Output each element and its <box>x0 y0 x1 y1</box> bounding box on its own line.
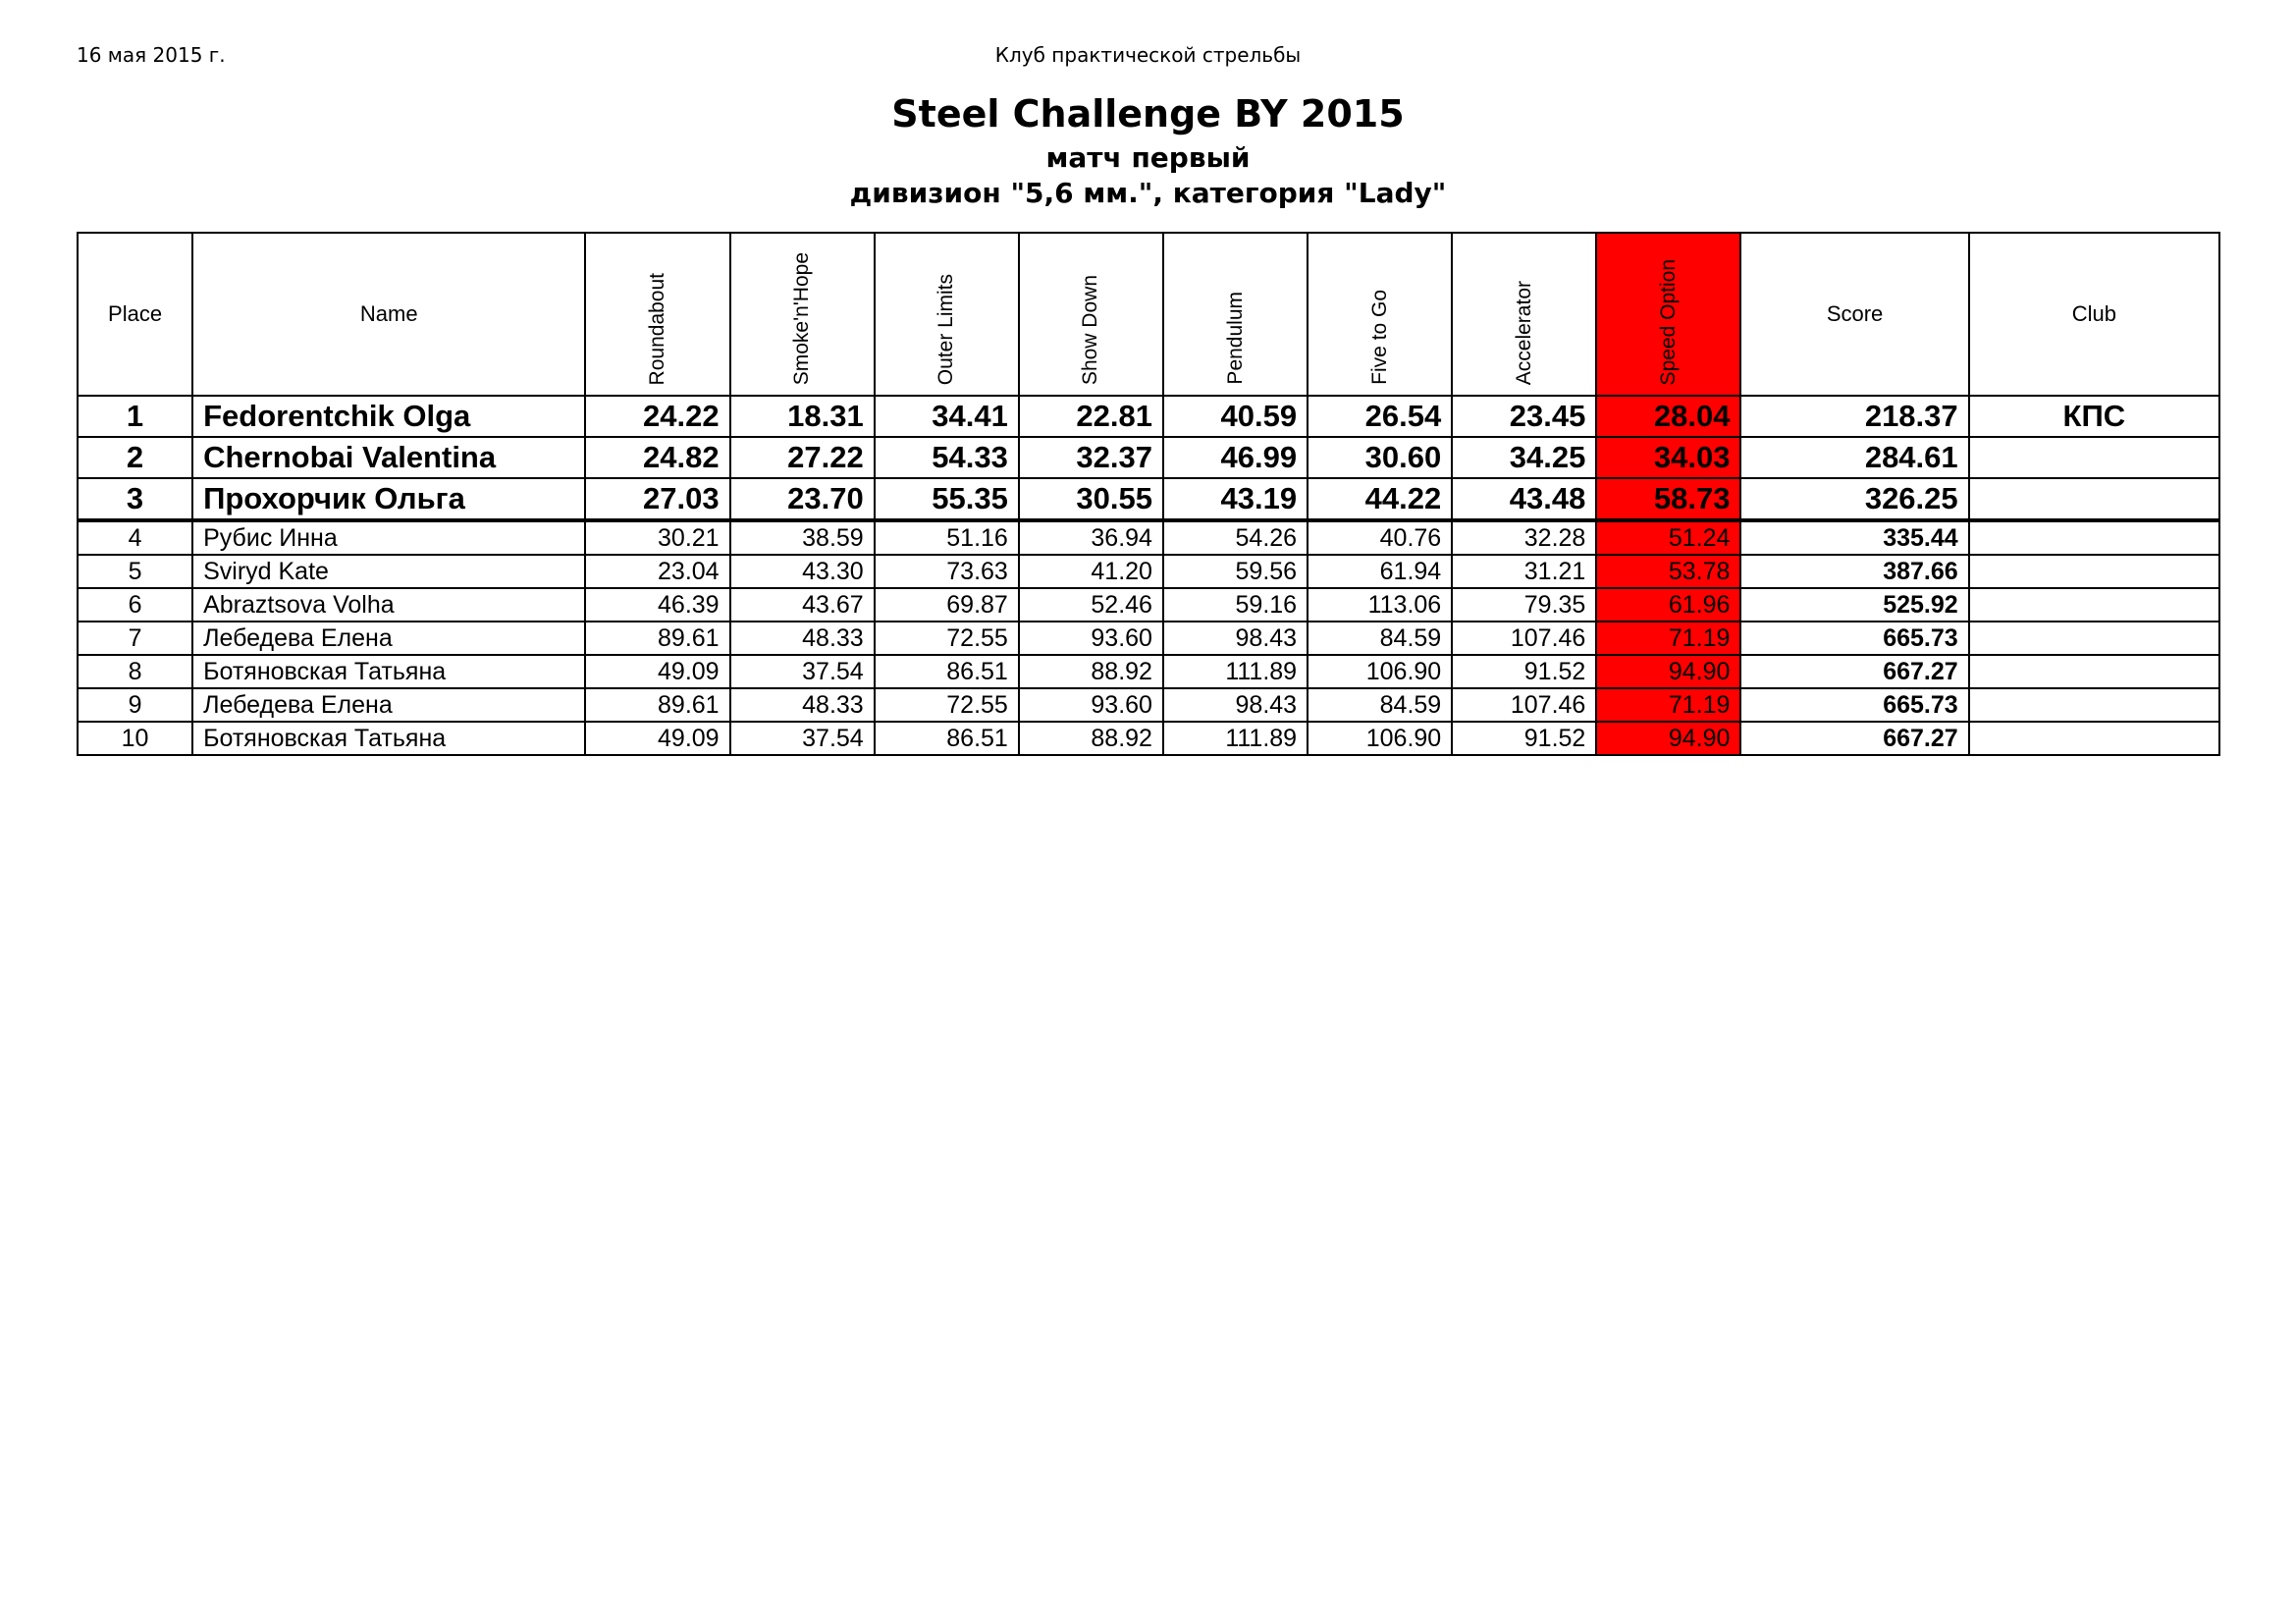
smoke-cell: 43.67 <box>730 588 875 622</box>
showdown-cell: 22.81 <box>1019 396 1163 437</box>
fivetogo-cell: 40.76 <box>1308 520 1452 555</box>
pendulum-cell: 111.89 <box>1163 655 1308 688</box>
score-cell: 667.27 <box>1740 655 1968 688</box>
roundabout-cell: 30.21 <box>585 520 729 555</box>
header-speed-option-label: Speed Option <box>1656 258 1680 385</box>
name-cell: Прохорчик Ольга <box>192 478 585 520</box>
score-cell: 665.73 <box>1740 622 1968 655</box>
smoke-cell: 38.59 <box>730 520 875 555</box>
pendulum-cell: 46.99 <box>1163 437 1308 478</box>
showdown-cell: 41.20 <box>1019 555 1163 588</box>
table-row <box>78 722 2219 755</box>
fivetogo-cell: 106.90 <box>1308 655 1452 688</box>
table-row <box>78 555 2219 588</box>
speedoption-cell: 51.24 <box>1596 520 1740 555</box>
place-cell: 6 <box>78 588 192 622</box>
showdown-cell: 88.92 <box>1019 722 1163 755</box>
place-cell: 8 <box>78 655 192 688</box>
header-score: Score <box>1740 233 1968 396</box>
fivetogo-cell: 106.90 <box>1308 722 1452 755</box>
page-title: Steel Challenge BY 2015 <box>891 92 1405 135</box>
outer-cell: 86.51 <box>875 722 1019 755</box>
fivetogo-cell: 84.59 <box>1308 688 1452 722</box>
header-accelerator-label: Accelerator <box>1512 280 1535 385</box>
roundabout-cell: 24.22 <box>585 396 729 437</box>
showdown-cell: 30.55 <box>1019 478 1163 520</box>
fivetogo-cell: 61.94 <box>1308 555 1452 588</box>
accelerator-cell: 107.46 <box>1452 688 1596 722</box>
name-cell: Лебедева Елена <box>192 688 585 722</box>
name-cell: Лебедева Елена <box>192 622 585 655</box>
pendulum-cell: 98.43 <box>1163 622 1308 655</box>
results-table <box>77 232 2220 756</box>
score-cell: 665.73 <box>1740 688 1968 722</box>
speedoption-cell: 58.73 <box>1596 478 1740 520</box>
name-cell: Chernobai Valentina <box>192 437 585 478</box>
place-cell: 4 <box>78 520 192 555</box>
outer-cell: 34.41 <box>875 396 1019 437</box>
header-outer-limits-label: Outer Limits <box>934 273 958 385</box>
fivetogo-cell: 26.54 <box>1308 396 1452 437</box>
name-cell: Ботяновская Татьяна <box>192 655 585 688</box>
accelerator-cell: 79.35 <box>1452 588 1596 622</box>
club-cell <box>1969 622 2219 655</box>
accelerator-cell: 34.25 <box>1452 437 1596 478</box>
roundabout-cell: 24.82 <box>585 437 729 478</box>
smoke-cell: 23.70 <box>730 478 875 520</box>
showdown-cell: 93.60 <box>1019 622 1163 655</box>
outer-cell: 69.87 <box>875 588 1019 622</box>
showdown-cell: 93.60 <box>1019 688 1163 722</box>
pendulum-cell: 40.59 <box>1163 396 1308 437</box>
showdown-cell: 88.92 <box>1019 655 1163 688</box>
outer-cell: 73.63 <box>875 555 1019 588</box>
club-cell <box>1969 722 2219 755</box>
place-cell: 5 <box>78 555 192 588</box>
showdown-cell: 36.94 <box>1019 520 1163 555</box>
score-cell: 667.27 <box>1740 722 1968 755</box>
header-five-to-go-label: Five to Go <box>1367 290 1391 385</box>
header-roundabout-label: Roundabout <box>646 272 669 385</box>
table-row <box>78 478 2219 520</box>
division-subtitle: дивизион "5,6 мм.", категория "Lady" <box>849 177 1447 209</box>
header-smoke <box>730 233 875 396</box>
header-name: Name <box>192 233 585 396</box>
pendulum-cell: 98.43 <box>1163 688 1308 722</box>
club-cell <box>1969 588 2219 622</box>
header-place: Place <box>78 233 192 396</box>
roundabout-cell: 49.09 <box>585 722 729 755</box>
table-row <box>78 520 2219 555</box>
table-row <box>78 588 2219 622</box>
roundabout-cell: 89.61 <box>585 688 729 722</box>
outer-cell: 54.33 <box>875 437 1019 478</box>
fivetogo-cell: 84.59 <box>1308 622 1452 655</box>
pendulum-cell: 111.89 <box>1163 722 1308 755</box>
accelerator-cell: 32.28 <box>1452 520 1596 555</box>
speedoption-cell: 94.90 <box>1596 722 1740 755</box>
table-row <box>78 655 2219 688</box>
table-row <box>78 437 2219 478</box>
header-smoke-label: Smoke'n'Hope <box>790 251 814 385</box>
club-cell <box>1969 555 2219 588</box>
header-show-down <box>1019 233 1163 396</box>
club-cell <box>1969 520 2219 555</box>
fivetogo-cell: 44.22 <box>1308 478 1452 520</box>
roundabout-cell: 27.03 <box>585 478 729 520</box>
name-cell: Abraztsova Volha <box>192 588 585 622</box>
showdown-cell: 52.46 <box>1019 588 1163 622</box>
score-cell: 335.44 <box>1740 520 1968 555</box>
accelerator-cell: 31.21 <box>1452 555 1596 588</box>
pendulum-cell: 43.19 <box>1163 478 1308 520</box>
score-cell: 284.61 <box>1740 437 1968 478</box>
speedoption-cell: 71.19 <box>1596 688 1740 722</box>
report-date: 16 мая 2015 г. <box>77 43 226 67</box>
outer-cell: 86.51 <box>875 655 1019 688</box>
pendulum-cell: 54.26 <box>1163 520 1308 555</box>
showdown-cell: 32.37 <box>1019 437 1163 478</box>
smoke-cell: 27.22 <box>730 437 875 478</box>
place-cell: 2 <box>78 437 192 478</box>
speedoption-cell: 53.78 <box>1596 555 1740 588</box>
outer-cell: 51.16 <box>875 520 1019 555</box>
accelerator-cell: 23.45 <box>1452 396 1596 437</box>
roundabout-cell: 46.39 <box>585 588 729 622</box>
speedoption-cell: 61.96 <box>1596 588 1740 622</box>
header-accelerator <box>1452 233 1596 396</box>
outer-cell: 55.35 <box>875 478 1019 520</box>
club-name: Клуб практической стрельбы <box>994 43 1302 67</box>
pendulum-cell: 59.56 <box>1163 555 1308 588</box>
score-cell: 218.37 <box>1740 396 1968 437</box>
accelerator-cell: 91.52 <box>1452 722 1596 755</box>
smoke-cell: 18.31 <box>730 396 875 437</box>
name-cell: Рубис Инна <box>192 520 585 555</box>
club-cell <box>1969 437 2219 478</box>
fivetogo-cell: 30.60 <box>1308 437 1452 478</box>
speedoption-cell: 34.03 <box>1596 437 1740 478</box>
header-roundabout <box>585 233 729 396</box>
roundabout-cell: 49.09 <box>585 655 729 688</box>
club-cell: КПС <box>1969 396 2219 437</box>
header-pendulum-label: Pendulum <box>1223 292 1247 385</box>
table-row <box>78 688 2219 722</box>
score-cell: 387.66 <box>1740 555 1968 588</box>
smoke-cell: 48.33 <box>730 688 875 722</box>
smoke-cell: 43.30 <box>730 555 875 588</box>
fivetogo-cell: 113.06 <box>1308 588 1452 622</box>
name-cell: Sviryd Kate <box>192 555 585 588</box>
table-row <box>78 396 2219 437</box>
place-cell: 9 <box>78 688 192 722</box>
header-club: Club <box>1969 233 2219 396</box>
score-cell: 525.92 <box>1740 588 1968 622</box>
club-cell <box>1969 655 2219 688</box>
header-row <box>78 233 2219 396</box>
place-cell: 7 <box>78 622 192 655</box>
header-pendulum <box>1163 233 1308 396</box>
accelerator-cell: 107.46 <box>1452 622 1596 655</box>
roundabout-cell: 89.61 <box>585 622 729 655</box>
smoke-cell: 37.54 <box>730 655 875 688</box>
outer-cell: 72.55 <box>875 622 1019 655</box>
score-cell: 326.25 <box>1740 478 1968 520</box>
match-subtitle: матч первый <box>1045 141 1251 174</box>
speedoption-cell: 28.04 <box>1596 396 1740 437</box>
name-cell: Fedorentchik Olga <box>192 396 585 437</box>
place-cell: 1 <box>78 396 192 437</box>
place-cell: 3 <box>78 478 192 520</box>
smoke-cell: 37.54 <box>730 722 875 755</box>
header-outer-limits <box>875 233 1019 396</box>
name-cell: Ботяновская Татьяна <box>192 722 585 755</box>
roundabout-cell: 23.04 <box>585 555 729 588</box>
speedoption-cell: 94.90 <box>1596 655 1740 688</box>
speedoption-cell: 71.19 <box>1596 622 1740 655</box>
table-row <box>78 622 2219 655</box>
header-show-down-label: Show Down <box>1079 274 1102 385</box>
club-cell <box>1969 688 2219 722</box>
accelerator-cell: 91.52 <box>1452 655 1596 688</box>
smoke-cell: 48.33 <box>730 622 875 655</box>
header-five-to-go <box>1308 233 1452 396</box>
outer-cell: 72.55 <box>875 688 1019 722</box>
header-speed-option <box>1596 233 1740 396</box>
club-cell <box>1969 478 2219 520</box>
pendulum-cell: 59.16 <box>1163 588 1308 622</box>
place-cell: 10 <box>78 722 192 755</box>
accelerator-cell: 43.48 <box>1452 478 1596 520</box>
